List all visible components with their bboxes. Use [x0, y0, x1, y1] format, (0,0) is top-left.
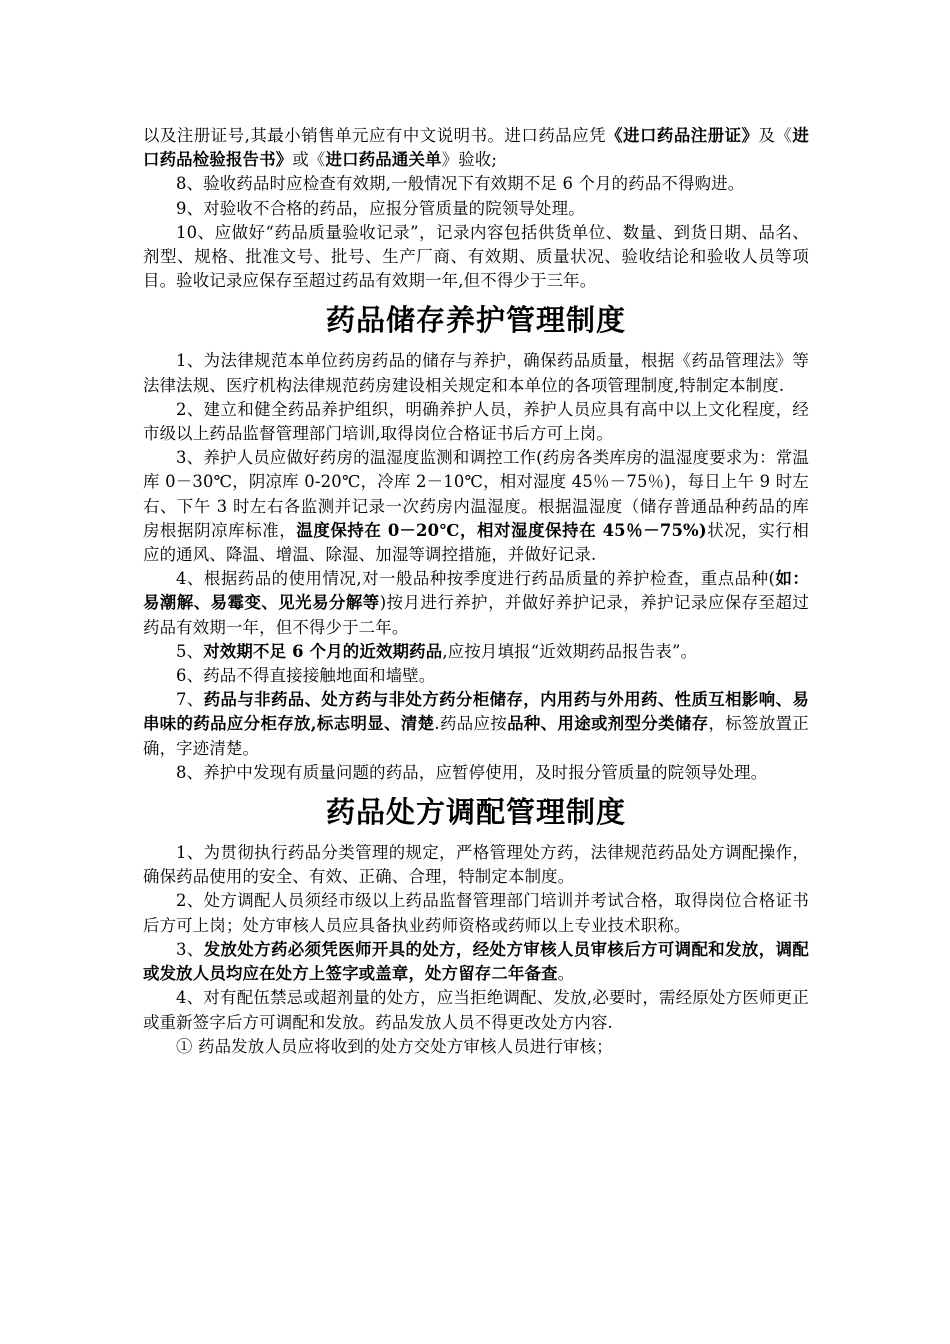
- text-run: 7、: [176, 690, 204, 710]
- bold-text-run: 发放处方药必须凭医师开具的处方，经处方审核人员审核后方可调配和发放，调配或发放人员均应在处方上签字或盖章，处方留存二年备查: [143, 939, 809, 984]
- intro-paragraph-10: 10、应做好“药品质量验收记录”，记录内容包括供货单位、数量、到货日期、品名、剂型、规格、批准文号、批号、生产厂商、有效期、质量状况、验收结论和验收人员等项目。验收记录应保存至超过药品有效期一年,但不得少于三年。: [143, 222, 809, 291]
- bold-text-run: 药品与非药品、处方药与非处方药分柜储存，内用药与外用药、性质互相影响、易串味的药品应分柜存放,标志明显、清楚: [143, 690, 809, 734]
- storage-paragraph-6: 6、药品不得直接接触地面和墙壁。: [176, 666, 436, 686]
- storage-paragraph-1: 1、为法律规范本单位药房药品的储存与养护，确保药品质量，根据《药品管理法》等法律法规、医疗机构法律规范药房建设相关规定和本单位的各项管理制度,特制定本制度.: [143, 351, 809, 395]
- text-run: 4、根据药品的使用情况,对一般品种按季度进行药品质量的养护检查，重点品种(: [176, 569, 776, 589]
- text-run: ，标签放置正确，字迹清楚。: [143, 714, 809, 758]
- bold-text-run: 进口药品通关单: [325, 150, 442, 170]
- dispensing-paragraph-4-item-1: ① 药品发放人员应将收到的处方交处方审核人员进行审核；: [176, 1036, 613, 1056]
- bold-text-run: 温度保持在 0－20℃，相对湿度保持在 45％－75%): [296, 520, 707, 540]
- dispensing-paragraph-1: 1、为贯彻执行药品分类管理的规定，严格管理处方药，法律规范药品处方调配操作，确保药品使用的安全、有效、正确、合理，特制定本制度。: [143, 843, 809, 887]
- intro-paragraph-8: 8、验收药品时应检查有效期,一般情况下有效期不足 6 个月的药品不得购进。: [176, 174, 745, 194]
- text-run: 及《: [758, 126, 793, 145]
- text-run: )按月进行养护，并做好养护记录，养护记录应保存至超过药品有效期一年，但不得少于二年。: [143, 593, 810, 637]
- intro-paragraph-9: 9、对验收不合格的药品，应报分管质量的院领导处理。: [176, 198, 585, 218]
- text-run: ,应按月填报“近效期药品报告表”。: [442, 641, 698, 661]
- text-run: 状况，实行相应的通风、降温、增温、除湿、加湿等调控措施，并做好记录.: [143, 520, 809, 565]
- storage-paragraph-7: [143, 688, 809, 761]
- intro-paragraph-7-continued: [143, 124, 809, 172]
- bold-text-run: 对效期不足 6 个月的近效期药品: [203, 641, 443, 661]
- dispensing-section-title: 药品处方调配管理制度: [325, 795, 626, 830]
- document-body: [143, 124, 809, 1059]
- text-run: 5、: [176, 641, 204, 661]
- text-run: 3、: [176, 939, 204, 959]
- storage-paragraph-5: [143, 640, 809, 664]
- bold-text-run: 如：易潮解、易霉变、见光易分解等: [143, 569, 809, 613]
- storage-paragraph-2: 2、建立和健全药品养护组织，明确养护人员，养护人员应具有高中以上文化程度，经市级以上药品监督管理部门培训,取得岗位合格证书后方可上岗。: [143, 399, 809, 444]
- bold-text-run: 《进口药品注册证》: [606, 126, 759, 145]
- dispensing-paragraph-4: 4、对有配伍禁忌或超剂量的处方，应当拒绝调配、发放,必要时，需经原处方医师更正或重新签字后方可调配和发放。药品发放人员不得更改处方内容.: [143, 988, 809, 1032]
- bold-text-run: 进口药品检验报告书》: [143, 126, 810, 170]
- text-run: .药品应按: [434, 714, 508, 734]
- storage-paragraph-4: [143, 567, 809, 640]
- storage-section-title: 药品储存养护管理制度: [325, 303, 626, 338]
- storage-paragraph-3: [143, 446, 809, 567]
- text-run: 3、养护人员应做好药房的温湿度监测和调控工作(药房各类库房的温湿度要求为：常温库 0－30℃，阴凉库 0-20℃，冷库 2－10℃，相对湿度 45％－75％)，每日上午 9 时左右、下午 3 时左右各监测并记录一次药房内温湿度。根据温湿度（储存普通品种药品的库房根据阴凉库标准，: [143, 448, 809, 540]
- storage-paragraph-8: 8、养护中发现有质量问题的药品，应暂停使用，及时报分管质量的院领导处理。: [176, 762, 768, 782]
- dispensing-paragraph-2: 2、处方调配人员须经市级以上药品监督管理部门培训并考试合格，取得岗位合格证书后方可上岗；处方审核人员应具备执业药师资格或药师以上专业技术职称。: [143, 891, 809, 935]
- text-run: 或《: [292, 150, 326, 170]
- bold-text-run: 品种、用途或剂型分类储存: [507, 714, 709, 734]
- text-run: 以及注册证号,其最小销售单元应有中文说明书。进口药品应凭: [143, 126, 607, 145]
- dispensing-paragraph-3: [143, 938, 809, 986]
- text-run: 》验收;: [441, 150, 498, 170]
- text-run: 。: [557, 964, 575, 984]
